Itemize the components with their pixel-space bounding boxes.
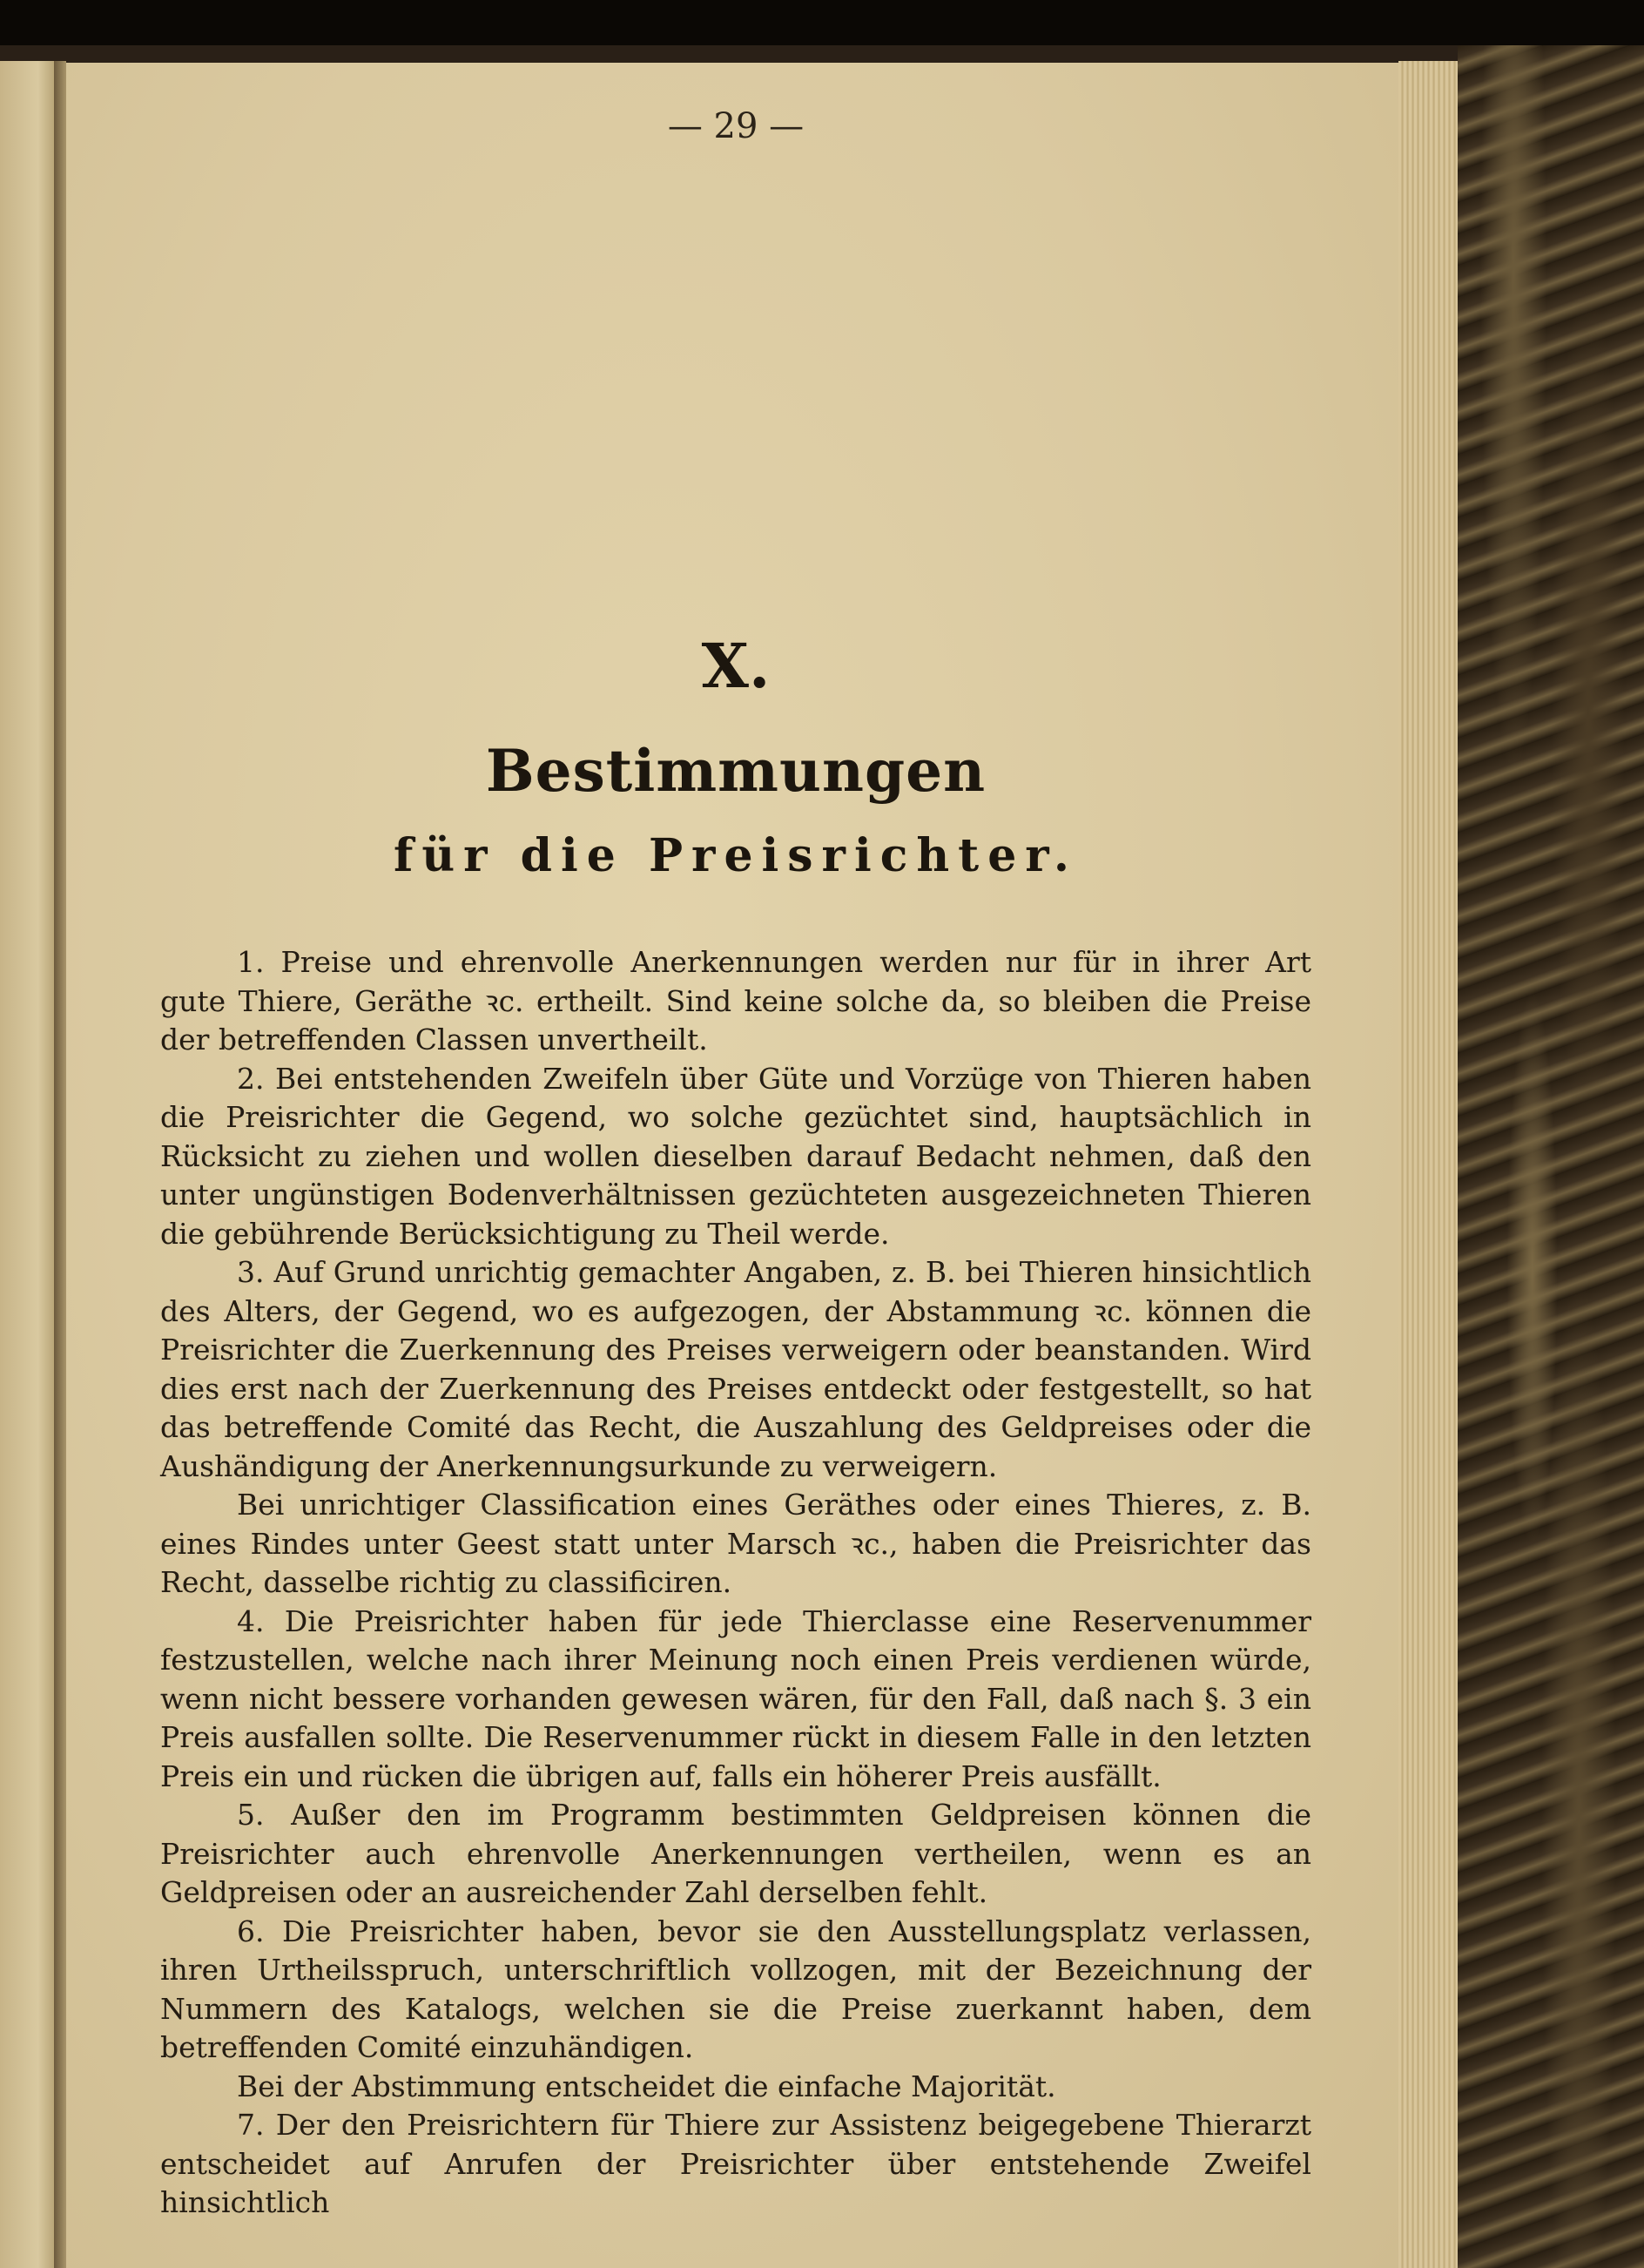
marbled-endpaper bbox=[1458, 45, 1644, 2268]
paragraph: 2. Bei entstehenden Zweifeln über Güte und Vorzüge von Thieren haben die Preisrichter die Gegend, wo solche gezüchtet sind, hauptsächlich in Rücksicht zu ziehen und wollen dieselben darauf Bedacht nehmen, daß den unter ungünstigen Bodenverhältnissen gezüchteten ausgezeichneten Thieren die gebührende Berücksichtigung zu Theil werde. bbox=[160, 1061, 1311, 1251]
page-content bbox=[160, 87, 1311, 2223]
chapter-number: X. bbox=[701, 630, 771, 702]
paragraph: Bei unrichtiger Classification eines Geräthes oder eines Thieres, z. B. eines Rindes unter Geest statt unter Marsch ꝛc., haben die Preisrichter das Recht, dasselbe richtig zu classificiren. bbox=[160, 1488, 1311, 1599]
paragraph: 6. Die Preisrichter haben, bevor sie den Ausstellungsplatz verlassen, ihren Urtheilsspruch, unterschriftlich vollzogen, mit der Bezeichnung der Nummern des Katalogs, welchen sie die Preise zuerkannt haben, dem betreffenden Comité einzuhändigen. bbox=[160, 1914, 1311, 2064]
paragraph: 1. Preise und ehrenvolle Anerkennungen werden nur für in ihrer Art gute Thiere, Geräthe ꝛc. ertheilt. Sind keine solche da, so bleiben die Preise der betreffenden Classen unvertheilt. bbox=[160, 945, 1311, 1056]
page-number: — 29 — bbox=[667, 106, 805, 146]
left-page-edge bbox=[0, 61, 54, 2268]
paragraph: 3. Auf Grund unrichtig gemachter Angaben, z. B. bei Thieren hinsichtlich des Alters, der Gegend, wo es aufgezogen, der Abstammung ꝛc. können die Preisrichter die Zuerkennung des Preises verweigern oder beanstanden. Wird dies erst nach der Zuerkennung des Preises entdeckt oder festgestellt, so hat das betreffende Comité das Recht, die Auszahlung des Geldpreises oder die Aushändigung der Anerkennungsurkunde zu verweigern. bbox=[160, 1255, 1311, 1483]
book-gutter bbox=[54, 61, 66, 2268]
page-stack-edges bbox=[1398, 61, 1458, 2268]
section-title: Bestimmungen bbox=[485, 737, 987, 805]
paragraph: 4. Die Preisrichter haben für jede Thierclasse eine Reservenummer festzustellen, welche nach ihrer Meinung noch einen Preis verdienen würde, wenn nicht bessere vorhanden gewesen wären, für den Fall, daß nach §. 3 ein Preis ausfallen sollte. Die Reservenummer rückt in diesem Falle in den letzten Preis ein und rücken die übrigen auf, falls ein höherer Preis ausfällt. bbox=[160, 1603, 1311, 1793]
paragraph: Bei der Abstimmung entscheidet die einfache Majorität. bbox=[237, 2069, 1056, 2103]
body-text bbox=[160, 943, 1311, 2223]
section-subtitle: für die Preisrichter. bbox=[393, 829, 1079, 882]
paragraph: 7. Der den Preisrichtern für Thiere zur Assistenz beigegebene Thierarzt entscheidet auf Anrufen der Preisrichter über entstehende Zweifel hinsichtlich bbox=[160, 2108, 1311, 2219]
paragraph: 5. Außer den im Programm bestimmten Geldpreisen können die Preisrichter auch ehrenvolle Anerkennungen vertheilen, wenn es an Geldpreisen oder an ausreichender Zahl derselben fehlt. bbox=[160, 1798, 1311, 1909]
